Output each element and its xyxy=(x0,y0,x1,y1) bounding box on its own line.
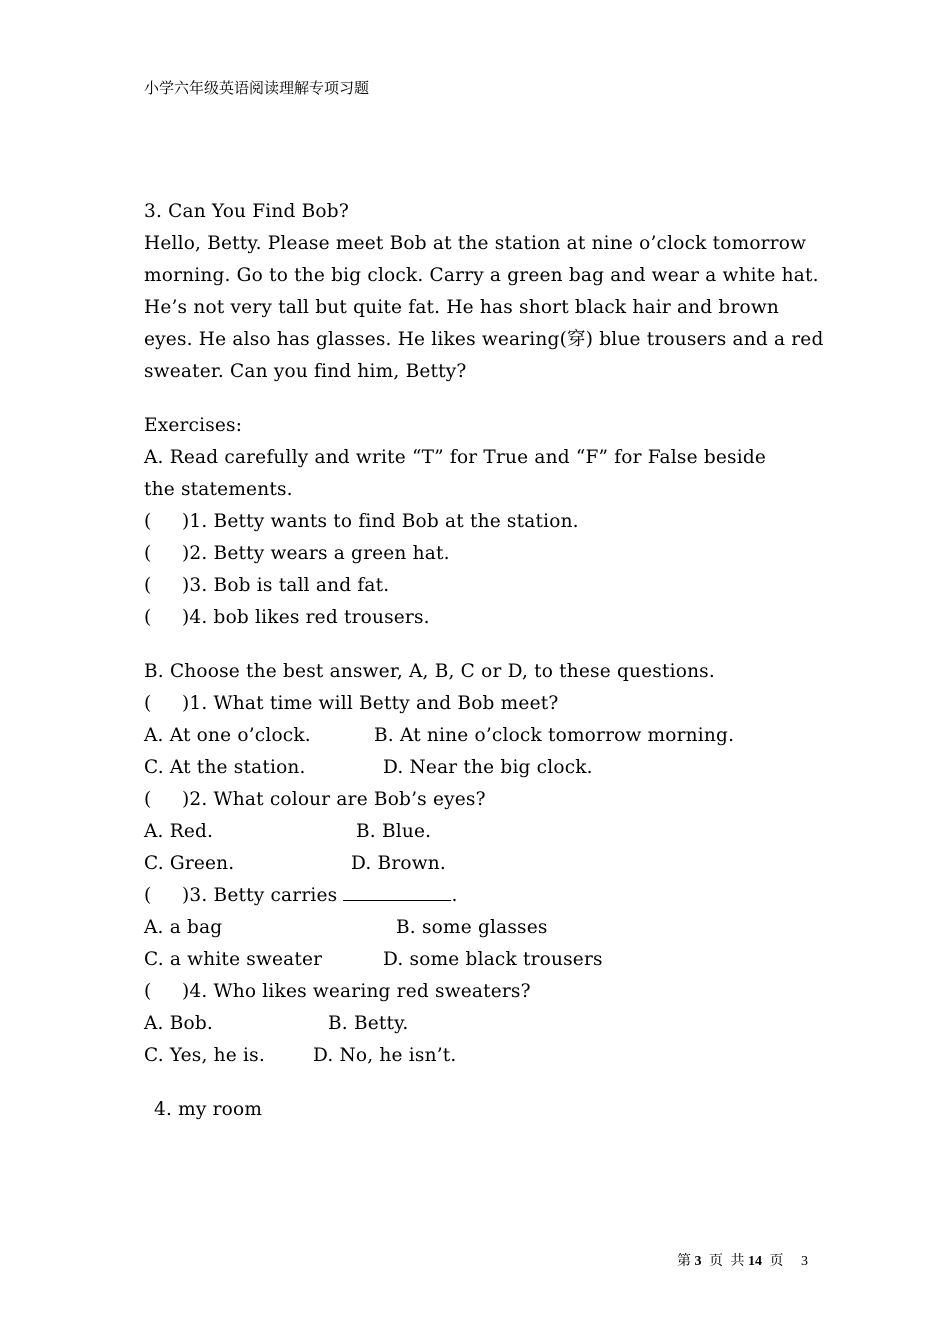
question-4-options-cd: C. Yes, he is. D. No, he isn’t. xyxy=(144,1045,457,1066)
question-1: ( )1. What time will Betty and Bob meet? xyxy=(144,693,559,714)
part-b-instruction: B. Choose the best answer, A, B, C or D, to these questions. xyxy=(144,661,715,682)
page-footer: 第 3 页 共 14 页 3 xyxy=(677,1254,808,1269)
question-2: ( )2. What colour are Bob’s eyes? xyxy=(144,789,486,810)
tf-item: ( )2. Betty wears a green hat. xyxy=(144,543,450,564)
reading-passage xyxy=(144,228,824,388)
part-a-instruction-cont: the statements. xyxy=(144,479,293,500)
question-4: ( )4. Who likes wearing red sweaters? xyxy=(144,981,531,1002)
question-3-options-ab: A. a bag B. some glasses xyxy=(144,917,548,938)
question-3: ( )3. Betty carries . xyxy=(144,880,824,912)
question-1-options-ab: A. At one o’clock. B. At nine o’clock tomorrow morning. xyxy=(144,725,735,746)
document-content xyxy=(144,196,824,1126)
page-number: 3 xyxy=(801,1254,808,1269)
question-3-options-cd: C. a white sweater D. some black trousers xyxy=(144,949,603,970)
tf-item: ( )3. Bob is tall and fat. xyxy=(144,575,390,596)
exercises-label: Exercises: xyxy=(144,415,243,436)
tf-item: ( )1. Betty wants to find Bob at the station. xyxy=(144,511,579,532)
part-a-instruction: A. Read carefully and write “T” for True and “F” for False beside xyxy=(144,447,767,468)
section-title: 3. Can You Find Bob? xyxy=(144,201,349,222)
question-2-options-cd: C. Green. D. Brown. xyxy=(144,853,446,874)
answer-blank xyxy=(343,882,451,901)
question-4-options-ab: A. Bob. B. Betty. xyxy=(144,1013,409,1034)
tf-item: ( )4. bob likes red trousers. xyxy=(144,607,430,628)
question-2-options-ab: A. Red. B. Blue. xyxy=(144,821,432,842)
passage-text: Hello, Betty. Please meet Bob at the station at nine o’clock tomorrow morning. Go to the big clock. Carry a green bag and wear a white hat. He’s not very tall but quite fat. He has short black hair and brown eyes. He also has glasses. He likes wearing(穿) blue trousers and a red sweater. Can you find him, Betty? xyxy=(144,233,824,382)
question-1-options-cd: C. At the station. D. Near the big clock. xyxy=(144,757,593,778)
document-header: 小学六年级英语阅读理解专项习题 xyxy=(144,79,370,97)
next-section-title: 4. my room xyxy=(154,1099,263,1120)
